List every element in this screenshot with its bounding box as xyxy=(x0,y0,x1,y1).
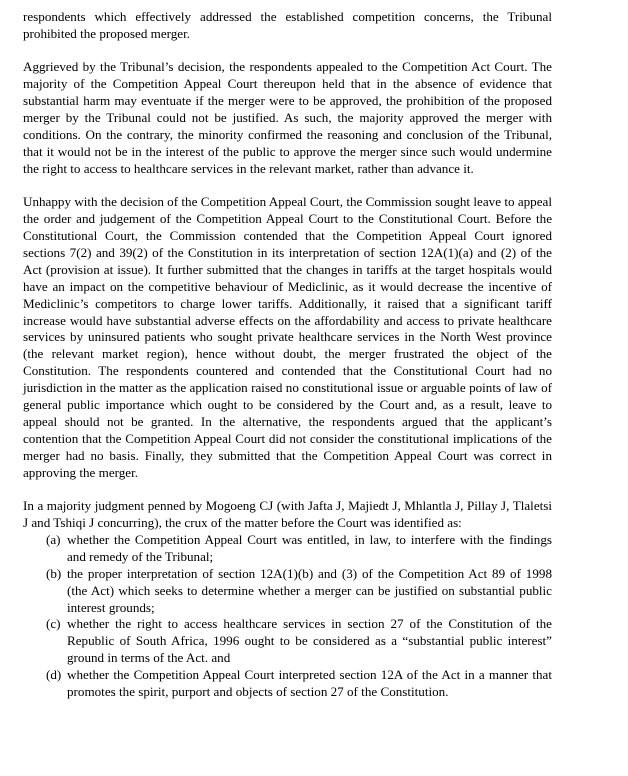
issue-text: the proper interpretation of section 12A(1)(b) and (3) of the Competition Act 89 of 1998 (the Act) which seeks to determine whether a merger can be justified on substantial public interest grounds; xyxy=(67,565,552,615)
issue-item-b xyxy=(23,566,552,617)
issue-marker: (d) xyxy=(46,667,62,683)
issue-text: whether the Competition Appeal Court was entitled, in law, to interfere with the findings and remedy of the Tribunal; xyxy=(67,531,552,564)
issue-item-d xyxy=(23,667,552,701)
issue-marker: (a) xyxy=(46,531,61,547)
paragraph-constitutional-court-application: Unhappy with the decision of the Competition Appeal Court, the Commission sought leave to appeal the order and judgement of the Competition Appeal Court to the Constitutional Court. Before the Constitutional Court, the Commission contended that the Competition Appeal Court ignored sections 7(2) and 39(2) of the Constitution in its interpretation of section 12A(1)(a) and (2) of the Act (provision at issue). It further submitted that the changes in tariffs at the target hospitals would have an impact on the competitive behaviour of Mediclinic, as it would decrease the incentive of Mediclinic’s competitors to charge lower tariffs. Additionally, it raised that a significant tariff increase would have substantial adverse effects on the affordability and access to private healthcare services by uninsured patients who sought private healthcare services in the North West province (the relevant market region), hence without doubt, the merger frustrated the object of the Constitution. The respondents countered and contended that the Constitutional Court had no jurisdiction in the matter as the application raised no constitutional issue or arguable points of law of general public importance which ought to be considered by the Court and, as a result, leave to appeal should not be granted. In the alternative, the respondents argued that the applicant’s contention that the Competition Appeal Court did not consider the constitutional implications of the merger had no basis. Finally, they submitted that the Competition Appeal Court was correct in approving the merger. xyxy=(23,194,552,480)
issue-item-c xyxy=(23,616,552,667)
issue-marker: (b) xyxy=(46,565,62,581)
paragraph-appeal-to-cac: Aggrieved by the Tribunal’s decision, the respondents appealed to the Competition Act Court. The majority of the Competition Appeal Court thereupon held that in the absence of evidence that substantial harm may eventuate if the merger were to be approved, the prohibition of the proposed merger by the Tribunal could not be justified. As such, the majority approved the merger with conditions. On the contrary, the minority confirmed the reasoning and conclusion of the Tribunal, that it would not be in the interest of the public to approve the merger since such would undermine the right to access to healthcare services in the relevant market, rather than advance it. xyxy=(23,59,552,176)
paragraph-majority-judgment: In a majority judgment penned by Mogoeng CJ (with Jafta J, Majiedt J, Mhlantla J, Pillay J, Tlaletsi J and Tshiqi J concurring), the crux of the matter before the Court was identified as: xyxy=(23,498,552,530)
document-page xyxy=(23,9,552,701)
issues-list xyxy=(23,532,552,701)
issue-text: whether the Competition Appeal Court interpreted section 12A of the Act in a manner that promotes the spirit, purport and objects of section 27 of the Constitution. xyxy=(67,667,552,700)
paragraph-tribunal-prohibition: respondents which effectively addressed the established competition concerns, the Tribunal prohibited the proposed merger. xyxy=(23,9,552,41)
issue-text: whether the right to access healthcare services in section 27 of the Constitution of the Republic of South Africa, 1996 ought to be considered as a “substantial public interest” ground in terms of the Act. and xyxy=(67,616,552,666)
issue-item-a xyxy=(23,532,552,566)
issue-marker: (c) xyxy=(46,616,61,632)
